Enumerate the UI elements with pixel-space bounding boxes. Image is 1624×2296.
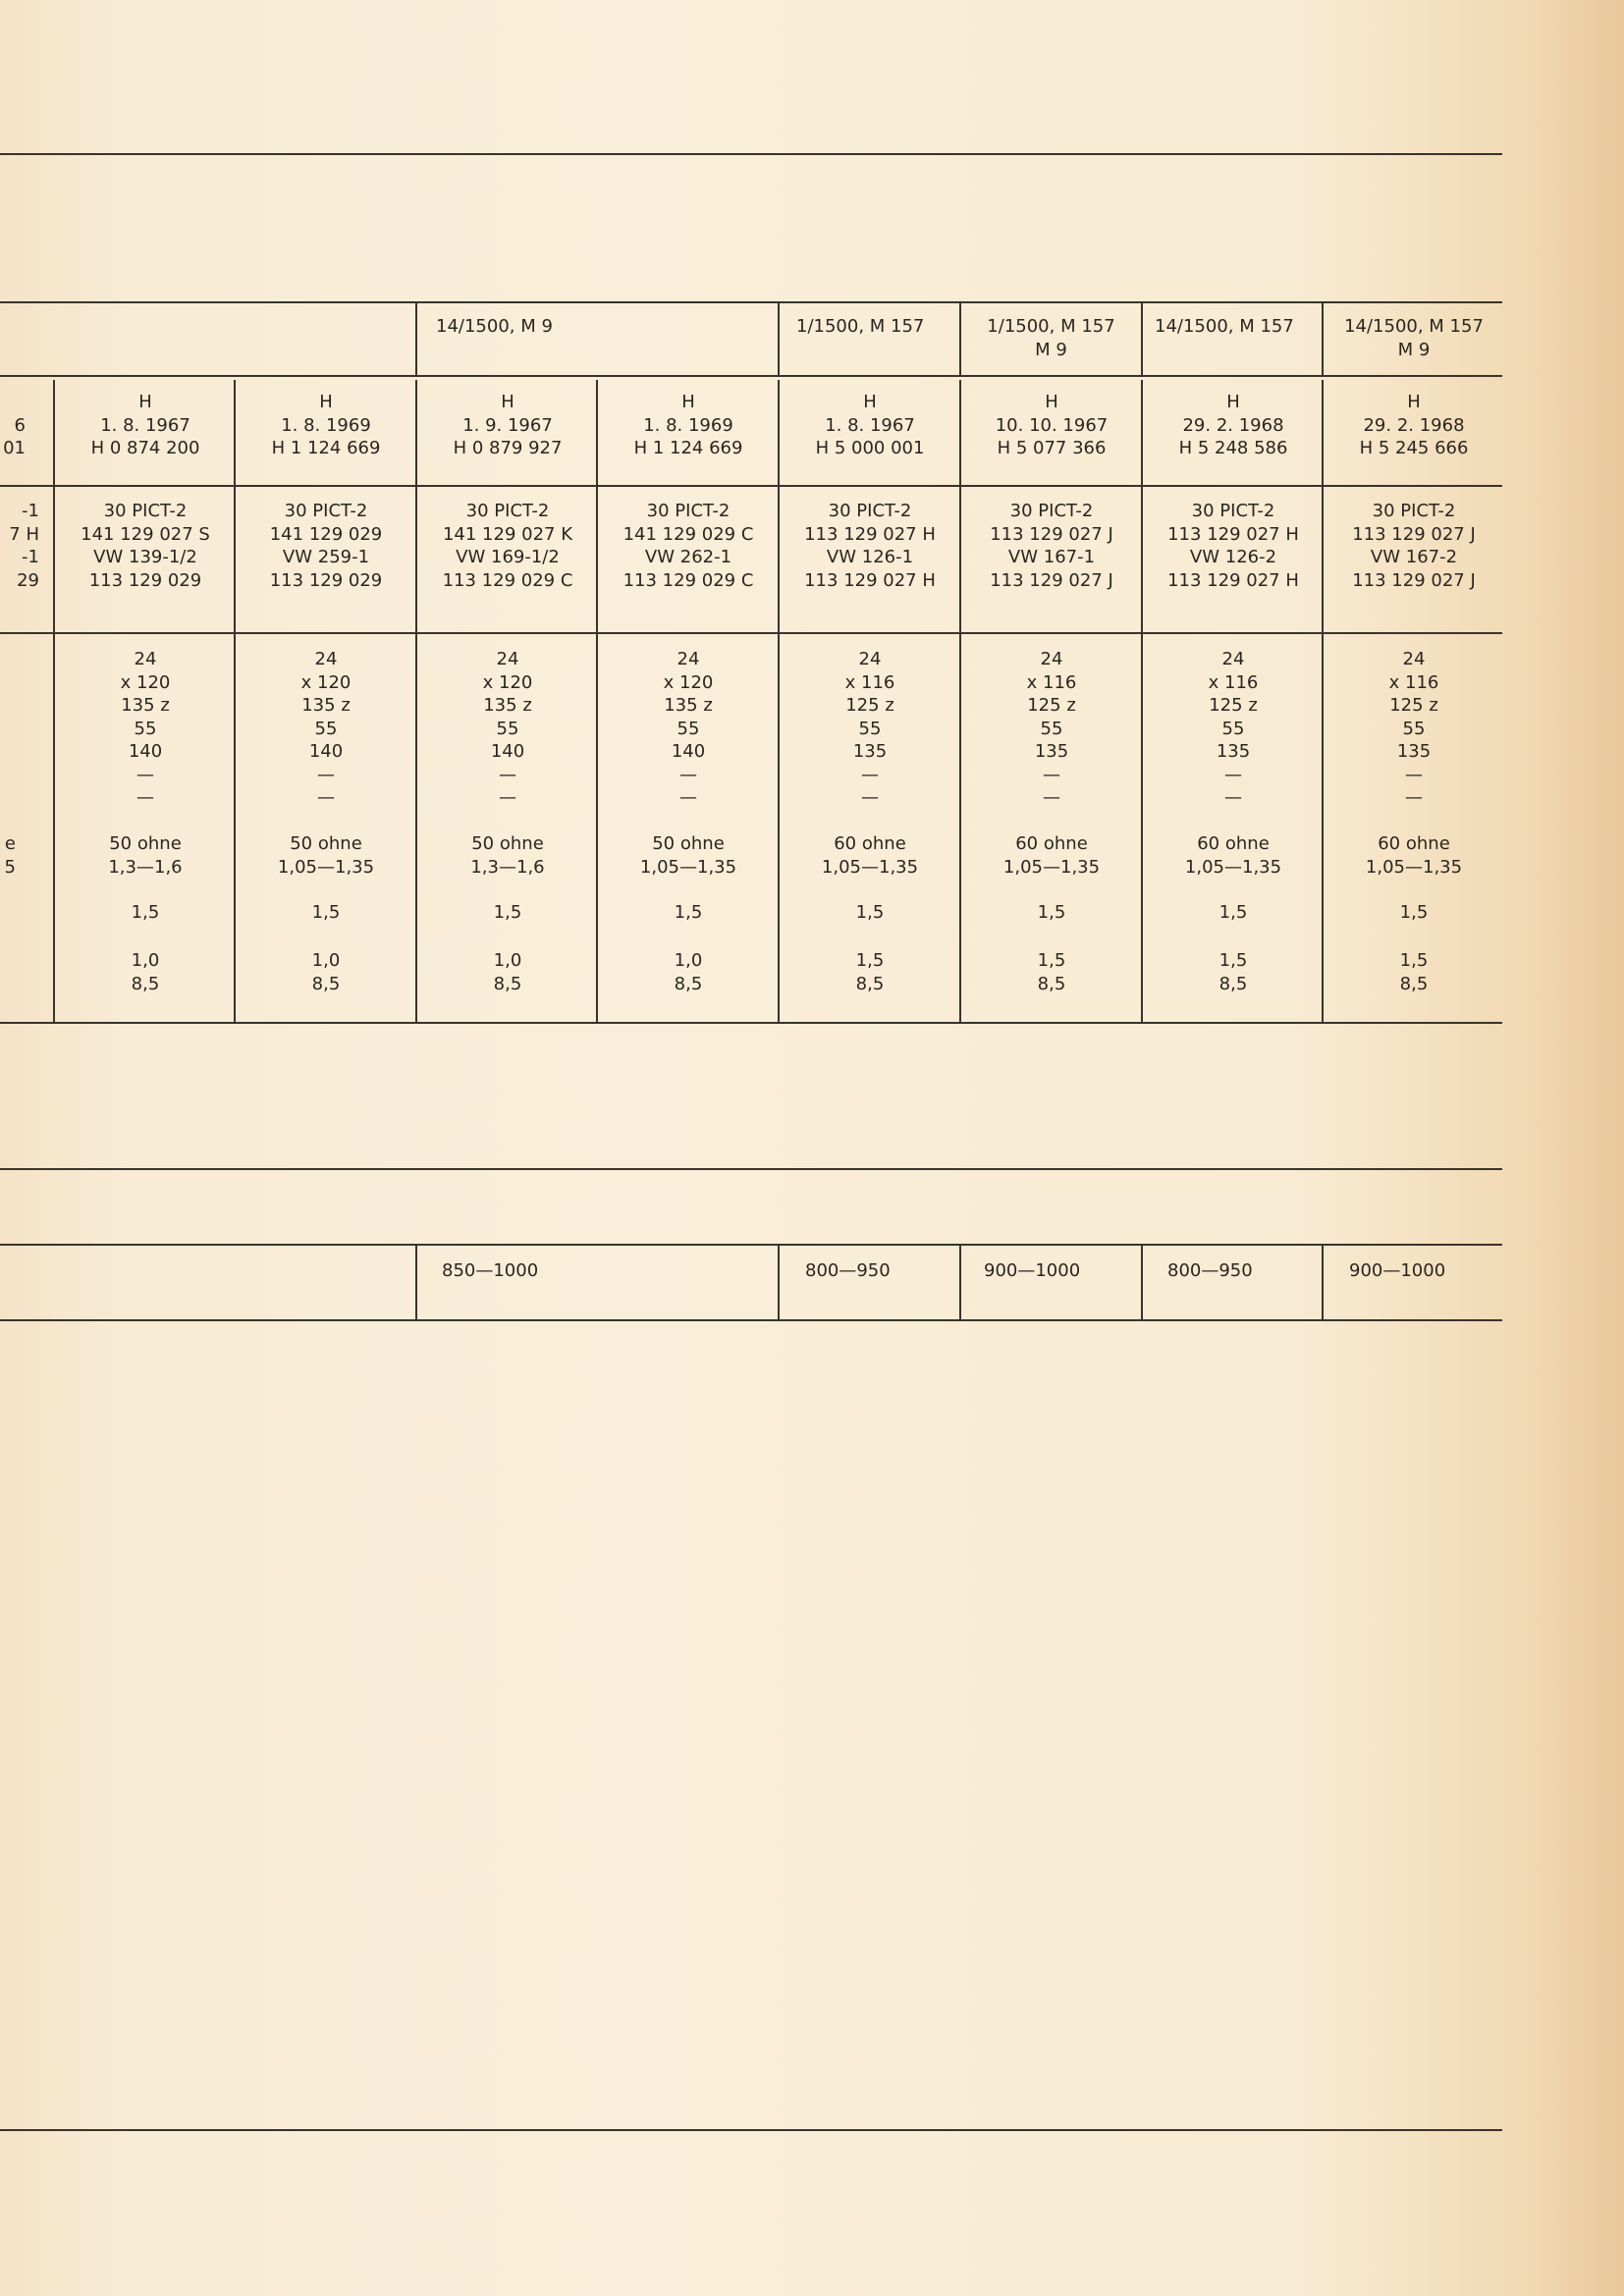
- cell-line: 8,5: [855, 973, 885, 994]
- fragment-line: e: [4, 833, 16, 854]
- cell-line: H 1 124 669: [271, 438, 381, 458]
- cell-line: 1,5: [1218, 950, 1248, 971]
- cell-line: H: [1226, 392, 1240, 412]
- cell-line: H: [138, 392, 152, 412]
- cell-line: 60 ohne: [1015, 833, 1088, 854]
- cell-carb: [417, 500, 598, 592]
- cell-line: x 120: [300, 671, 352, 693]
- cell-line: 24: [677, 649, 700, 669]
- cell-needle: [961, 832, 1142, 879]
- header-col6-line2: M 9: [1035, 340, 1067, 360]
- cell-engine: [55, 391, 236, 460]
- cell-line: 1,05—1,35: [1184, 856, 1282, 878]
- cell-line: 113 129 027 J: [990, 523, 1113, 545]
- cell-carb: [780, 500, 960, 592]
- cell-line: 30 PICT-2: [103, 501, 188, 521]
- cell-line: 24: [496, 649, 519, 669]
- cell-jets: [55, 648, 236, 810]
- cell-line: 29. 2. 1968: [1363, 414, 1465, 436]
- cell-line: 135: [852, 741, 888, 762]
- cell-line: H: [863, 392, 877, 412]
- cell-line: 60 ohne: [834, 833, 906, 854]
- cell-line: 1. 8. 1967: [825, 414, 915, 436]
- cell-line: H: [681, 392, 695, 412]
- cell-carb: [961, 500, 1142, 592]
- cell-line: 24: [1402, 649, 1426, 669]
- cell-line: VW 167-2: [1370, 547, 1458, 567]
- cell-line: —: [861, 787, 879, 808]
- rpm-divider: [415, 1244, 417, 1319]
- cell-line: 125 z: [1027, 695, 1076, 716]
- fragment-line: 01: [3, 438, 26, 458]
- rpm-col8: 900—1000: [1349, 1260, 1446, 1281]
- cell-carb: [236, 500, 416, 592]
- cell-line: 24: [858, 649, 882, 669]
- cell-line: 141 129 029 C: [623, 523, 754, 545]
- cell-line: 113 129 027 J: [1352, 523, 1476, 545]
- header-col3: 14/1500, M 9: [436, 316, 553, 337]
- cell-jets: [598, 648, 779, 810]
- cell-line: 113 129 027 H: [804, 523, 936, 545]
- rpm-divider: [959, 1244, 961, 1319]
- cell-line: —: [1405, 764, 1423, 785]
- cell-line: 55: [314, 718, 338, 739]
- header-col8: [1324, 315, 1504, 362]
- cell-jets: [961, 648, 1142, 810]
- cell-line: 113 129 027 J: [1352, 569, 1476, 591]
- cell-engine: [1324, 391, 1504, 460]
- cell-line: 1,5: [855, 950, 885, 971]
- cell-line: —: [1043, 764, 1060, 785]
- cell-line: 1,5: [1218, 902, 1248, 923]
- cell-line: 1. 9. 1967: [462, 414, 553, 436]
- left-fragment-needle: [0, 832, 16, 879]
- fragment-line: -1: [22, 501, 39, 521]
- cell-line: 60 ohne: [1197, 833, 1270, 854]
- fragment-line: -1: [22, 547, 39, 567]
- cell-line: x 116: [1208, 671, 1259, 693]
- cell-line: H 5 000 001: [815, 438, 925, 458]
- rpm-divider: [1141, 1244, 1143, 1319]
- jets-row-rule: [0, 632, 1502, 634]
- fragment-line: [0, 391, 26, 414]
- cell-line: 1. 8. 1967: [100, 414, 190, 436]
- cell-extra: [417, 949, 598, 995]
- cell-line: —: [1224, 787, 1242, 808]
- top-rule: [0, 153, 1502, 155]
- cell-jets: [417, 648, 598, 810]
- cell-line: 55: [496, 718, 519, 739]
- cell-line: 30 PICT-2: [284, 501, 368, 521]
- rpm-col6: 900—1000: [984, 1260, 1081, 1281]
- cell-carb: [1324, 500, 1504, 592]
- cell-line: 141 129 027 S: [81, 523, 210, 545]
- table-top-rule: [0, 301, 1502, 303]
- cell-line: 1,5: [1399, 902, 1429, 923]
- cell-line: —: [317, 787, 335, 808]
- cell-needle: [1324, 832, 1504, 879]
- cell-float: [1143, 901, 1324, 925]
- rpm-bottom-rule: [0, 1319, 1502, 1321]
- cell-float: [598, 901, 779, 925]
- cell-needle: [1143, 832, 1324, 879]
- engine-row-rule: [0, 375, 1502, 377]
- cell-line: 113 129 027 H: [804, 569, 936, 591]
- header-col6: [961, 315, 1141, 362]
- cell-line: 1. 8. 1969: [643, 414, 733, 436]
- cell-line: 24: [314, 649, 338, 669]
- cell-float: [1324, 901, 1504, 925]
- cell-line: VW 126-2: [1189, 547, 1277, 567]
- cell-jets: [236, 648, 416, 810]
- cell-line: x 120: [663, 671, 714, 693]
- cell-line: H 5 245 666: [1359, 438, 1469, 458]
- cell-float: [961, 901, 1142, 925]
- cell-line: 1,3—1,6: [108, 856, 183, 878]
- cell-line: —: [499, 787, 516, 808]
- cell-line: 29. 2. 1968: [1182, 414, 1284, 436]
- cell-engine: [598, 391, 779, 460]
- cell-line: 30 PICT-2: [646, 501, 731, 521]
- cell-line: 140: [671, 741, 706, 762]
- cell-line: 30 PICT-2: [1372, 501, 1456, 521]
- cell-line: 10. 10. 1967: [995, 414, 1109, 436]
- rpm-divider: [778, 1244, 780, 1319]
- section-rule: [0, 1168, 1502, 1170]
- cell-extra: [961, 949, 1142, 995]
- cell-engine: [780, 391, 960, 460]
- cell-engine: [1143, 391, 1324, 460]
- cell-line: 30 PICT-2: [1191, 501, 1275, 521]
- cell-line: 1,0: [311, 950, 341, 971]
- cell-line: —: [499, 764, 516, 785]
- cell-line: 135 z: [301, 695, 351, 716]
- page-bottom-rule: [0, 2129, 1502, 2131]
- cell-line: 1,0: [493, 950, 522, 971]
- cell-line: H: [1407, 392, 1421, 412]
- fragment-line: 6: [14, 414, 26, 436]
- cell-line: 55: [1221, 718, 1245, 739]
- cell-carb: [55, 500, 236, 592]
- left-fragment-engine: [0, 391, 26, 460]
- cell-line: x 120: [120, 671, 171, 693]
- cell-line: x 120: [482, 671, 533, 693]
- cell-extra: [598, 949, 779, 995]
- cell-line: 135: [1216, 741, 1251, 762]
- cell-engine: [961, 391, 1142, 460]
- cell-float: [236, 901, 416, 925]
- cell-needle: [780, 832, 960, 879]
- cell-line: 125 z: [1389, 695, 1438, 716]
- cell-line: —: [317, 764, 335, 785]
- cell-line: —: [679, 787, 697, 808]
- cell-line: 1,5: [493, 902, 522, 923]
- cell-line: 140: [308, 741, 344, 762]
- fragment-line: 29: [17, 569, 39, 591]
- cell-extra: [55, 949, 236, 995]
- cell-line: 135 z: [121, 695, 170, 716]
- cell-line: 8,5: [1037, 973, 1066, 994]
- cell-carb: [1143, 500, 1324, 592]
- cell-line: —: [861, 764, 879, 785]
- cell-line: 24: [1040, 649, 1063, 669]
- cell-line: —: [136, 787, 154, 808]
- cell-line: 55: [134, 718, 157, 739]
- hdr-divider: [1141, 301, 1143, 375]
- cell-line: VW 262-1: [644, 547, 732, 567]
- rpm-top-rule: [0, 1244, 1502, 1246]
- cell-line: x 116: [1388, 671, 1439, 693]
- cell-jets: [1324, 648, 1504, 810]
- cell-line: 113 129 029: [269, 569, 383, 591]
- cell-line: 55: [858, 718, 882, 739]
- cell-line: 135 z: [664, 695, 713, 716]
- cell-line: H 1 124 669: [633, 438, 743, 458]
- cell-engine: [417, 391, 598, 460]
- cell-line: 1,0: [674, 950, 703, 971]
- cell-line: 60 ohne: [1378, 833, 1450, 854]
- rpm-col7: 800—950: [1167, 1260, 1253, 1281]
- cell-line: 1,3—1,6: [470, 856, 545, 878]
- hdr-divider: [415, 301, 417, 375]
- cell-carb: [598, 500, 779, 592]
- cell-line: 1,5: [131, 902, 160, 923]
- cell-line: 30 PICT-2: [465, 501, 550, 521]
- cell-line: 113 129 027 H: [1167, 569, 1299, 591]
- cell-engine: [236, 391, 416, 460]
- cell-line: 1,05—1,35: [1002, 856, 1101, 878]
- cell-line: H 5 248 586: [1178, 438, 1288, 458]
- cell-line: H 0 874 200: [90, 438, 200, 458]
- cell-line: 135: [1396, 741, 1432, 762]
- cell-line: 8,5: [1218, 973, 1248, 994]
- fragment-line: 7 H: [9, 523, 39, 545]
- cell-line: 1. 8. 1969: [281, 414, 371, 436]
- cell-line: 1,05—1,35: [1365, 856, 1463, 878]
- cell-line: 50 ohne: [652, 833, 725, 854]
- header-col8-line2: M 9: [1397, 340, 1431, 360]
- cell-line: VW 126-1: [826, 547, 914, 567]
- cell-line: 1,05—1,35: [639, 856, 737, 878]
- cell-line: 50 ohne: [471, 833, 544, 854]
- cell-line: 1,5: [1037, 902, 1066, 923]
- cell-line: 8,5: [1399, 973, 1429, 994]
- header-col8-line1: 14/1500, M 157: [1344, 316, 1484, 337]
- hdr-divider: [778, 301, 780, 375]
- cell-line: H: [1045, 392, 1058, 412]
- cell-line: 55: [1402, 718, 1426, 739]
- cell-line: 1,5: [855, 902, 885, 923]
- cell-line: 1,5: [1037, 950, 1066, 971]
- cell-line: 24: [134, 649, 157, 669]
- cell-line: 55: [1040, 718, 1063, 739]
- cell-needle: [236, 832, 416, 879]
- rpm-divider: [1322, 1244, 1324, 1319]
- cell-line: 50 ohne: [290, 833, 362, 854]
- cell-extra: [780, 949, 960, 995]
- left-fragment-carb: [0, 500, 39, 592]
- header-col7: 14/1500, M 157: [1155, 316, 1294, 337]
- cell-line: —: [1224, 764, 1242, 785]
- cell-jets: [1143, 648, 1324, 810]
- cell-line: 113 129 029 C: [442, 569, 573, 591]
- cell-extra: [1324, 949, 1504, 995]
- cell-line: 125 z: [1209, 695, 1258, 716]
- cell-float: [55, 901, 236, 925]
- cell-line: x 116: [844, 671, 895, 693]
- cell-needle: [417, 832, 598, 879]
- carb-row-rule: [0, 485, 1502, 487]
- cell-line: —: [679, 764, 697, 785]
- cell-needle: [55, 832, 236, 879]
- cell-line: 50 ohne: [109, 833, 182, 854]
- cell-line: 8,5: [131, 973, 160, 994]
- cell-line: 113 129 029: [88, 569, 202, 591]
- fragment-line: 5: [4, 856, 16, 878]
- header-col5: 1/1500, M 157: [796, 316, 925, 337]
- cell-needle: [598, 832, 779, 879]
- cell-line: H: [501, 392, 514, 412]
- cell-line: —: [136, 764, 154, 785]
- cell-line: 140: [490, 741, 525, 762]
- cell-line: 125 z: [845, 695, 894, 716]
- cell-line: VW 169-1/2: [456, 547, 560, 567]
- cell-line: VW 259-1: [282, 547, 370, 567]
- cell-line: 1,05—1,35: [821, 856, 919, 878]
- table-bottom-rule: [0, 1022, 1502, 1024]
- cell-line: 1,0: [131, 950, 160, 971]
- cell-float: [417, 901, 598, 925]
- cell-line: 30 PICT-2: [1009, 501, 1094, 521]
- cell-line: 135 z: [483, 695, 532, 716]
- cell-line: 24: [1221, 649, 1245, 669]
- cell-jets: [780, 648, 960, 810]
- rpm-col5: 800—950: [805, 1260, 891, 1281]
- cell-extra: [1143, 949, 1324, 995]
- cell-line: 1,5: [1399, 950, 1429, 971]
- cell-line: 113 129 027 H: [1167, 523, 1299, 545]
- cell-line: VW 139-1/2: [93, 547, 197, 567]
- cell-line: x 116: [1026, 671, 1077, 693]
- cell-line: VW 167-1: [1007, 547, 1096, 567]
- cell-line: 55: [677, 718, 700, 739]
- cell-line: 113 129 027 J: [990, 569, 1113, 591]
- cell-line: 141 129 027 K: [442, 523, 573, 545]
- cell-line: 113 129 029 C: [623, 569, 754, 591]
- cell-line: 140: [128, 741, 163, 762]
- header-col6-line1: 1/1500, M 157: [987, 316, 1115, 337]
- cell-line: 1,5: [311, 902, 341, 923]
- cell-line: 141 129 029: [269, 523, 383, 545]
- cell-line: 8,5: [311, 973, 341, 994]
- cell-line: 8,5: [493, 973, 522, 994]
- cell-line: —: [1043, 787, 1060, 808]
- cell-line: H 5 077 366: [997, 438, 1107, 458]
- cell-line: 1,05—1,35: [277, 856, 375, 878]
- cell-line: 135: [1034, 741, 1069, 762]
- cell-line: 30 PICT-2: [828, 501, 912, 521]
- cell-line: —: [1405, 787, 1423, 808]
- cell-line: 8,5: [674, 973, 703, 994]
- cell-line: H 0 879 927: [453, 438, 563, 458]
- rpm-col3: 850—1000: [442, 1260, 539, 1281]
- cell-extra: [236, 949, 416, 995]
- cell-line: H: [319, 392, 333, 412]
- cell-line: 1,5: [674, 902, 703, 923]
- cell-float: [780, 901, 960, 925]
